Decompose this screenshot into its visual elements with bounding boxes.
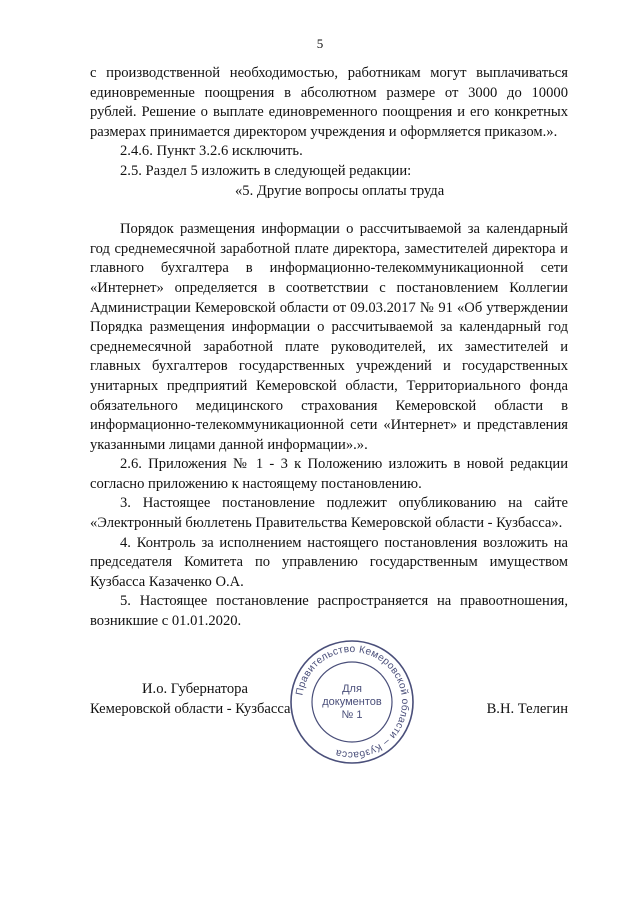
paragraph-5: 5. Настоящее постановление распространяется на правоотношения, возникшие с 01.01.2020.: [90, 593, 568, 630]
section-5-title: «5. Другие вопросы оплаты труда: [235, 182, 445, 199]
seal-center-line2: документов: [322, 696, 382, 708]
seal-ring-text: Правительство Кемеровской области – Кузбасса: [294, 643, 411, 761]
paragraph-3: 3. Настоящее постановление подлежит опубликованию на сайте «Электронный бюллетень Правительства Кемеровской области - Кузбасса».: [90, 495, 568, 532]
document-body: [90, 64, 568, 632]
paragraph-continuation: с производственной необходимостью, работникам могут выплачиваться единовременные поощрения в абсолютном размере от 3000 до 10000 рублей. Решение о выплате единовременного поощрения и его конкретных размерах принимается директором учреждения и оформляется приказом.».: [90, 65, 568, 140]
paragraph-4: 4. Контроль за исполнением настоящего постановления возложить на председателя Комитета по управлению государственным имуществом Кузбасса Казаченко О.А.: [90, 534, 568, 590]
seal-center-line1: Для: [342, 683, 362, 695]
paragraph-2-6: 2.6. Приложения № 1 - 3 к Положению изложить в новой редакции согласно приложению к настоящему постановлению.: [90, 456, 568, 492]
spacer: [90, 201, 568, 220]
official-seal-stamp: [288, 638, 416, 766]
paragraph-2-4-6: 2.4.6. Пункт 3.2.6 исключить.: [120, 143, 303, 160]
signer-name: В.Н. Телегин: [486, 701, 568, 717]
page-number: 5: [316, 36, 324, 51]
signer-role-line1: И.о. Губернатора: [142, 681, 248, 697]
signer-role-line2: Кемеровской области - Кузбасса: [90, 701, 291, 717]
paragraph-section-5-body: Порядок размещения информации о рассчитываемой за календарный год среднемесячной заработной плате директора, заместителей директора и главного бухгалтера в информационно-телекоммуникационной сети «Интернет» определяется в соответствии с постановлением Коллегии Администрации Кемеровской области от 09.03.2017 № 91 «Об утверждении Порядка размещения информации о рассчитываемой за календарный год среднемесячной заработной плате руководителей, их заместителей и главных бухгалтеров государственных учреждений и государственных унитарных предприятий Кемеровской области, Территориального фонда обязательного медицинского страхования Кемеровской области в информационно-телекоммуникационной сети «Интернет» и представления указанными лицами данной информации».».: [90, 221, 568, 453]
seal-center-line3: № 1: [341, 709, 363, 721]
paragraph-2-5: 2.5. Раздел 5 изложить в следующей редакции:: [120, 162, 412, 179]
